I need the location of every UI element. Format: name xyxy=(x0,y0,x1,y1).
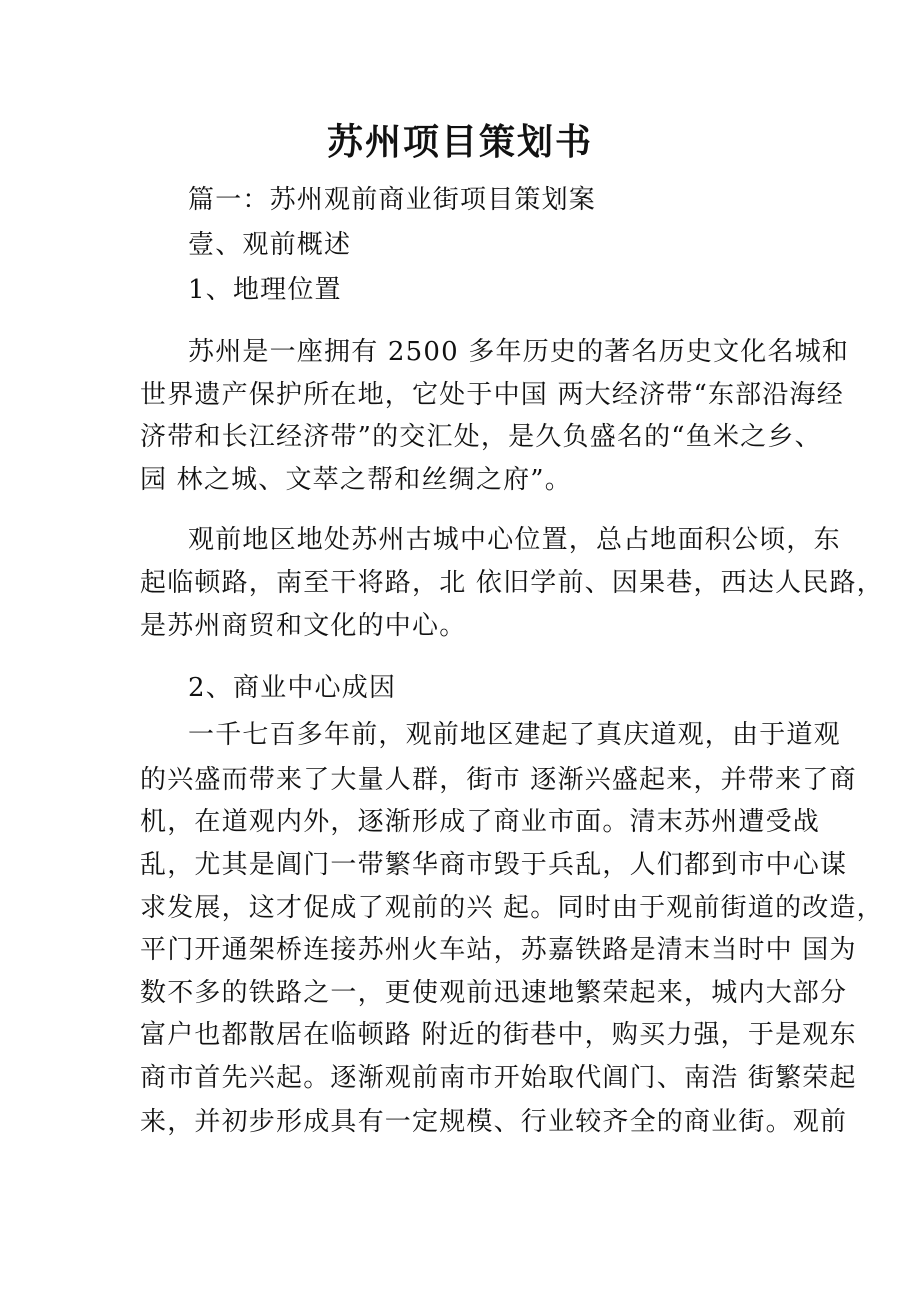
subsection-heading-location: 1、地理位置 xyxy=(188,275,342,305)
paragraph-line: 平门开通架桥连接苏州火车站，苏嘉铁路是清末当时中 国为 xyxy=(140,935,857,965)
paragraph-line: 园 林之城、文萃之帮和丝绸之府”。 xyxy=(140,465,572,495)
subsection-heading-cause: 2、商业中心成因 xyxy=(188,673,397,703)
paragraph-line: 富户也都散居在临顿路 附近的街巷中，购买力强，于是观东 xyxy=(140,1020,857,1050)
section-heading: 壹、观前概述 xyxy=(188,230,352,260)
paragraph-line: 来，并初步形成具有一定规模、行业较齐全的商业街。观前 xyxy=(140,1107,848,1137)
paragraph-line: 苏州是一座拥有 2500 多年历史的著名历史文化名城和 xyxy=(188,337,850,367)
paragraph-line: 起临顿路，南至干将路，北 依旧学前、因果巷，西达人民路， xyxy=(140,568,884,598)
part-heading: 篇一：苏州观前商业街项目策划案 xyxy=(188,185,597,215)
paragraph-line: 是苏州商贸和文化的中心。 xyxy=(140,611,467,641)
paragraph-line: 的兴盛而带来了大量人群，街市 逐渐兴盛起来，并带来了商 xyxy=(140,765,857,795)
document-title: 苏州项目策划书 xyxy=(326,121,593,163)
paragraph-line: 观前地区地处苏州古城中心位置，总占地面积公顷，东 xyxy=(188,525,841,555)
paragraph-line: 机，在道观内外，逐渐形成了商业市面。清末苏州遭受战 xyxy=(140,807,821,837)
paragraph-line: 济带和长江经济带”的交汇处，是久负盛名的“鱼米之乡、 xyxy=(140,422,822,452)
paragraph-line: 世界遗产保护所在地，它处于中国 两大经济带“东部沿海经 xyxy=(140,380,844,410)
paragraph-line: 乱，尤其是阊门一带繁华商市毁于兵乱，人们都到市中心谋 xyxy=(140,850,848,880)
paragraph-line: 一千七百多年前，观前地区建起了真庆道观，由于道观 xyxy=(188,720,841,750)
paragraph-line: 数不多的铁路之一，更使观前迅速地繁荣起来，城内大部分 xyxy=(140,978,848,1008)
paragraph-line: 商市首先兴起。逐渐观前南市开始取代阊门、南浩 街繁荣起 xyxy=(140,1063,857,1093)
paragraph-line: 求发展，这才促成了观前的兴 起。同时由于观前街道的改造， xyxy=(140,893,884,923)
